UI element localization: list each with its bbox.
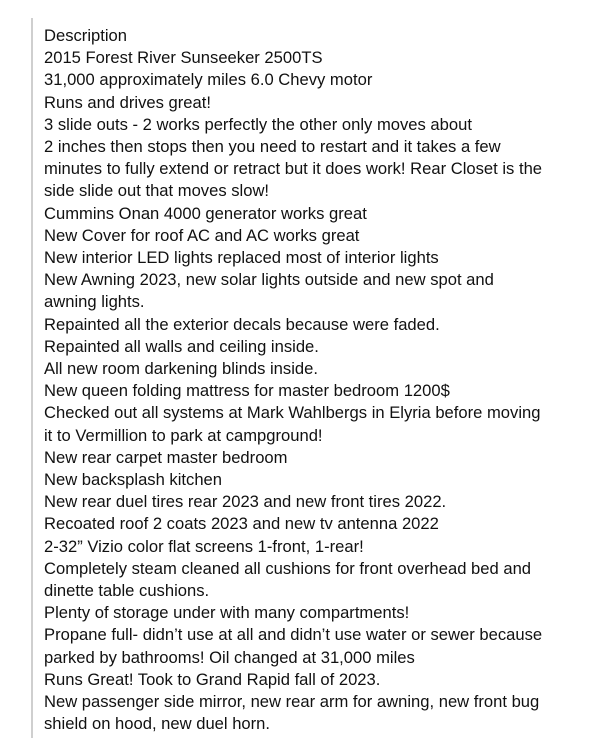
- description-line: Plenty of storage under with many compartments!: [44, 603, 410, 623]
- description-line: Propane full- didn’t use at all and didn’t use water or sewer because: [44, 625, 543, 645]
- description-line: Repainted all walls and ceiling inside.: [44, 336, 319, 356]
- description-line: 2015 Forest River Sunseeker 2500TS: [44, 48, 323, 68]
- description-line: 2-32” Vizio color flat screens 1-front, 1-rear!: [44, 536, 364, 556]
- description-line: New backsplash kitchen: [44, 470, 223, 490]
- description-line: New rear duel tires rear 2023 and new front tires 2022.: [44, 492, 447, 512]
- description-line: New passenger side mirror, new rear arm for awning, new front bug: [44, 692, 540, 712]
- description-line: parked by bathrooms! Oil changed at 31,000 miles: [44, 647, 415, 667]
- description-line: All new room darkening blinds inside.: [44, 359, 318, 379]
- description-line: New Cover for roof AC and AC works great: [44, 225, 360, 245]
- description-line: Checked out all systems at Mark Wahlbergs in Elyria before moving: [44, 403, 541, 423]
- description-line: New interior LED lights replaced most of interior lights: [44, 248, 439, 268]
- description-line: Runs Great! Took to Grand Rapid fall of 2023.: [44, 669, 381, 689]
- description-line: New Awning 2023, new solar lights outside and new spot and: [44, 270, 494, 290]
- description-line: New queen folding mattress for master bedroom 1200$: [44, 381, 450, 401]
- description-line: side slide out that moves slow!: [44, 181, 270, 201]
- description-line: it to Vermillion to park at campground!: [44, 425, 323, 445]
- description-line: Runs and drives great!: [44, 92, 211, 112]
- description-line: New rear carpet master bedroom: [44, 447, 288, 467]
- description-heading: Description: [44, 26, 128, 45]
- description-line: Completely steam cleaned all cushions for front overhead bed and: [44, 558, 532, 578]
- description-line: shield on hood, new duel horn.: [44, 714, 271, 734]
- description-block: [44, 25, 604, 736]
- description-line: minutes to fully extend or retract but it does work! Rear Closet is the: [44, 159, 543, 179]
- quote-rule: [31, 18, 33, 738]
- description-line: 3 slide outs - 2 works perfectly the other only moves about: [44, 114, 472, 134]
- description-line: Cummins Onan 4000 generator works great: [44, 203, 367, 223]
- description-line: Recoated roof 2 coats 2023 and new tv antenna 2022: [44, 514, 439, 534]
- description-line: Repainted all the exterior decals because were faded.: [44, 314, 440, 334]
- description-line: 31,000 approximately miles 6.0 Chevy motor: [44, 70, 373, 90]
- description-line: dinette table cushions.: [44, 581, 210, 601]
- description-line: awning lights.: [44, 292, 145, 312]
- description-line: 2 inches then stops then you need to restart and it takes a few: [44, 137, 501, 157]
